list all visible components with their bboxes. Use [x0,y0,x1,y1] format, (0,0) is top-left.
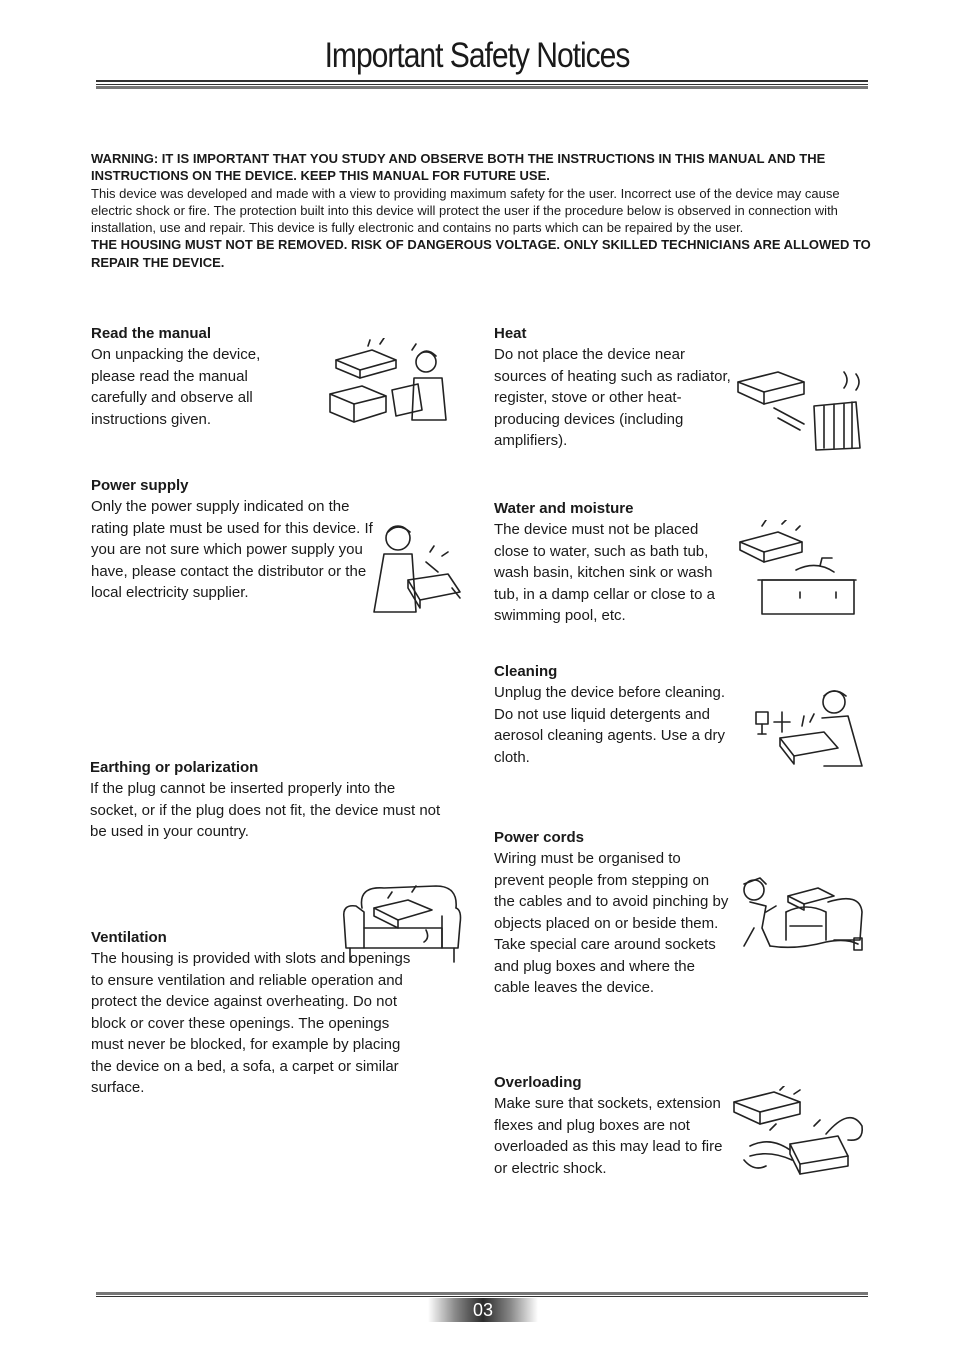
section-heading: Ventilation [91,929,167,946]
section-text: On unpacking the device, please read the manual carefully and observe all instructions given. [91,346,261,428]
section-power-cords [494,828,734,999]
warning-block [91,150,876,271]
section-heading: Water and moisture [494,500,634,517]
page-title: Important Safety Notices [324,36,630,75]
section-power-supply [91,476,376,604]
section-cleaning [494,662,734,768]
section-text: Wiring must be organised to prevent people from stepping on the cables and to avoid pinching by objects placed on or beside them. Take special care around sockets and plug boxes and where the cable leaves the device. [494,850,729,996]
section-earthing [90,758,445,843]
section-heading: Power cords [494,829,585,846]
section-text: The housing is provided with slots and openings to ensure ventilation and reliable operation and protect the device against overheating. Do not block or cover these openings. The openings must never be blocked, for example by placing the device on a bed, a sofa, a carpet or similar surface. [91,950,411,1096]
section-read-manual [91,324,281,430]
page-number-badge [428,1298,538,1322]
section-heading: Cleaning [494,663,558,680]
warning-footer: THE HOUSING MUST NOT BE REMOVED. RISK OF DANGEROUS VOLTAGE. ONLY SKILLED TECHNICIANS ARE ALLOWED TO REPAIR THE DEVICE. [91,237,871,270]
section-heading: Read the manual [91,325,212,342]
cleaning-illustration [752,688,866,770]
water-sink-illustration [736,520,858,616]
warning-body: This device was developed and made with a view to providing maximum safety for the user. Incorrect use of the device may cause electric shock or fire. The protection built into this device will protect the user if the procedure below is observed in connection with installation, use and repair. This device is fully electronic and contains no parts which can be repaired by the user. [91,185,840,236]
warning-heading: WARNING: IT IS IMPORTANT THAT YOU STUDY AND OBSERVE BOTH THE INSTRUCTIONS IN THIS MANUAL AND THE INSTRUCTIONS ON THE DEVICE. KEEP THIS MANUAL FOR FUTURE USE. [91,151,826,184]
power-cords-illustration [736,872,868,954]
section-text: If the plug cannot be inserted properly into the socket, or if the plug does not fit, the device must not be used in your country. [90,780,441,840]
section-heading: Heat [494,325,527,342]
section-heading: Earthing or polarization [90,759,259,776]
section-text: The device must not be placed close to water, such as bath tub, wash basin, kitchen sink or wash tub, in a damp cellar or close to a swimming pool, etc. [494,521,715,624]
section-heat [494,324,739,452]
section-heading: Overloading [494,1074,582,1091]
section-heading: Power supply [91,477,189,494]
section-ventilation [91,928,421,1099]
section-text: Only the power supply indicated on the rating plate must be used for this device. If you are not sure which power supply you have, please contact the distributor or the local electricity supplier. [91,498,373,601]
power-supply-illustration [368,522,464,616]
section-text: Unplug the device before cleaning. Do not use liquid detergents and aerosol cleaning agents. Use a dry cloth. [494,684,725,766]
section-text: Make sure that sockets, extension flexes and plug boxes are not overloaded as this may lead to fire or electric shock. [494,1095,723,1177]
footer-rule [96,1292,868,1297]
overloading-illustration [730,1086,866,1178]
section-water [494,499,734,627]
section-text: Do not place the device near sources of heating such as radiator, register, stove or other heat-producing devices (including amplifiers). [494,346,731,449]
page-number: 03 [472,1300,494,1320]
heat-radiator-illustration [734,368,868,452]
header-rule [96,80,868,89]
section-overloading [494,1073,724,1179]
manual-reading-illustration [322,338,452,428]
